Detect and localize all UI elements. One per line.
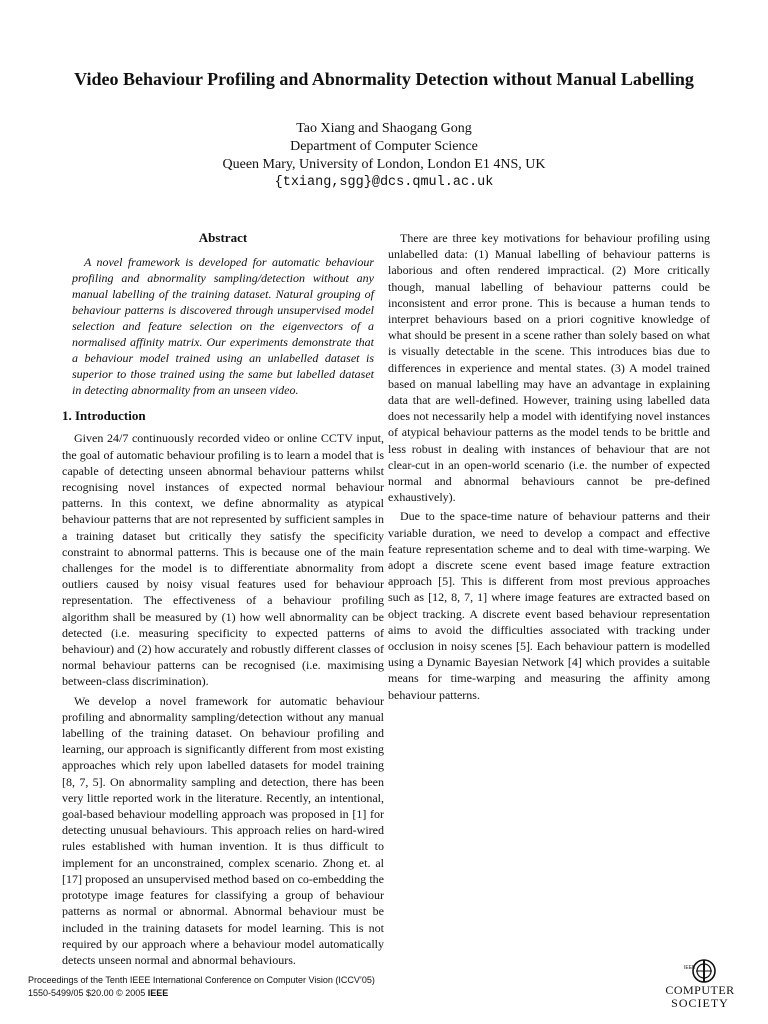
intro-paragraph-3: There are three key motivations for behaviour profiling using unlabelled data: (1) Manual labelling of behaviour patterns is laborious and often rendered impractical. (2) More critically though, manual labelling of behaviour patterns could be inconsistent and error prone. This is because a human tends to interpret behaviours based on a priori cognitive knowledge of what should be present in a scene rather than solely based on what is visually detectable in the scene. This introduces bias due to differences in experience and mental states. (3) A model trained based on manual labelling may have an advantage in explaining data that are well-defined. However, training using labelled data does not necessarily help a model with identifying novel instances of atypical behaviour patterns as the model tends to be brittle and less robust in dealing with instances of behaviour that are not clear-cut in an open-world scenario (i.e. the number of expected normal and abnormal behaviours cannot be pre-defined exhaustively). bbox=[388, 231, 710, 505]
abstract-heading: Abstract bbox=[198, 230, 248, 245]
authors: Tao Xiang and Shaogang Gong bbox=[296, 121, 472, 136]
paper-title: Video Behaviour Profiling and Abnormality Detection without Manual Labelling bbox=[74, 69, 694, 89]
intro-paragraph-4: Due to the space-time nature of behaviour patterns and their variable duration, we need to develop a compact and effective feature representation scheme and to deal with time-warping. We adopt a discrete scene event based image feature extraction approach [5]. This is different from most previous approaches such as [12, 8, 7, 1] where image features are extracted based on object tracking. A discrete event based behaviour representation aims to avoid the difficulties associated with tracking under occlusion in noisy scenes [5]. Each behaviour pattern is modelled using a Dynamic Bayesian Network [4] which provides a suitable means for time-warping and measuring the affinity among behaviour patterns. bbox=[388, 509, 710, 702]
logo-line-2: SOCIETY bbox=[671, 996, 729, 1010]
affiliation: Queen Mary, University of London, London E1 4NS, UK bbox=[222, 157, 546, 172]
footer-issn: 1550-5499/05 $20.00 © 2005 bbox=[28, 988, 146, 998]
intro-paragraph-1: Given 24/7 continuously recorded video or online CCTV input, the goal of automatic behaviour profiling is to learn a model that is capable of detecting unseen abnormal behaviour patterns whilst recognising novel instances of expected normal behaviour patterns. In this context, we define abnormality as atypical behaviour patterns that are not represented by sufficient samples in a training dataset but critically they satisfy the specificity constraint to abnormal patterns. This is because one of the main challenges for the model is to differentiate abnormality from outliers caused by noisy visual features used for behaviour representation. The effectiveness of a behaviour profiling algorithm shall be measured by (1) how well abnormality can be detected (i.e. measuring specificity to expected patterns of behaviour) and (2) how accurately and robustly different classes of normal behaviour patterns can be recognised (i.e. maximising between-class discrimination). bbox=[62, 431, 384, 689]
section-heading-introduction: 1. Introduction bbox=[62, 408, 146, 424]
ieee-emblem-icon bbox=[682, 958, 718, 984]
department: Department of Computer Science bbox=[290, 139, 478, 154]
footer-copyright bbox=[28, 987, 548, 1000]
email: {txiang,sgg}@dcs.qmul.ac.uk bbox=[274, 175, 494, 190]
footer-ieee: IEEE bbox=[147, 988, 169, 998]
computer-society-logo bbox=[652, 958, 748, 1016]
footer-proceedings: Proceedings of the Tenth IEEE International Conference on Computer Vision (ICCV’05) bbox=[28, 975, 375, 985]
right-column bbox=[388, 230, 710, 706]
abstract-text: A novel framework is developed for automatic behaviour profiling and abnormality sampling/detection without any manual labelling of the training dataset. Natural grouping of behaviour patterns is discovered through unsupervised model selection and feature selection on the eigenvectors of a normalised affinity matrix. Our experiments demonstrate that a behaviour model trained using an unlabelled dataset is superior to those trained using the same but labelled dataset in detecting abnormality from an unseen video. bbox=[72, 255, 374, 398]
page-footer bbox=[28, 974, 548, 1000]
author-block bbox=[100, 120, 668, 192]
left-column bbox=[62, 230, 384, 971]
intro-paragraph-2: We develop a novel framework for automatic behaviour profiling and abnormality sampling/detection without any manual labelling of the training dataset. On behaviour profiling and learning, our approach is significantly different from most existing approaches which rely upon labelled datasets for model training [8, 7, 5]. On abnormality sampling and detection, there has been very little reported work in the literature. Recently, an intentional, goal-based behaviour modelling approach was proposed in [1] for detecting unusual behaviours. This approach relies on hard-wired rules established with human invention. It is thus difficult to implement for an unconstrained, complex scenario. Zhong et. al [17] proposed an unsupervised method based on co-embedding the prototype image features for classifying a group of behaviour patterns as normal or abnormal. Abnormal behaviour must be included in the training datasets for model learning. This is not required by our approach where a behaviour model automatically detects unseen normal and abnormal behaviours. bbox=[62, 693, 384, 967]
logo-ieee-text: IEEE bbox=[684, 965, 696, 971]
logo-line-1: COMPUTER bbox=[665, 983, 735, 997]
